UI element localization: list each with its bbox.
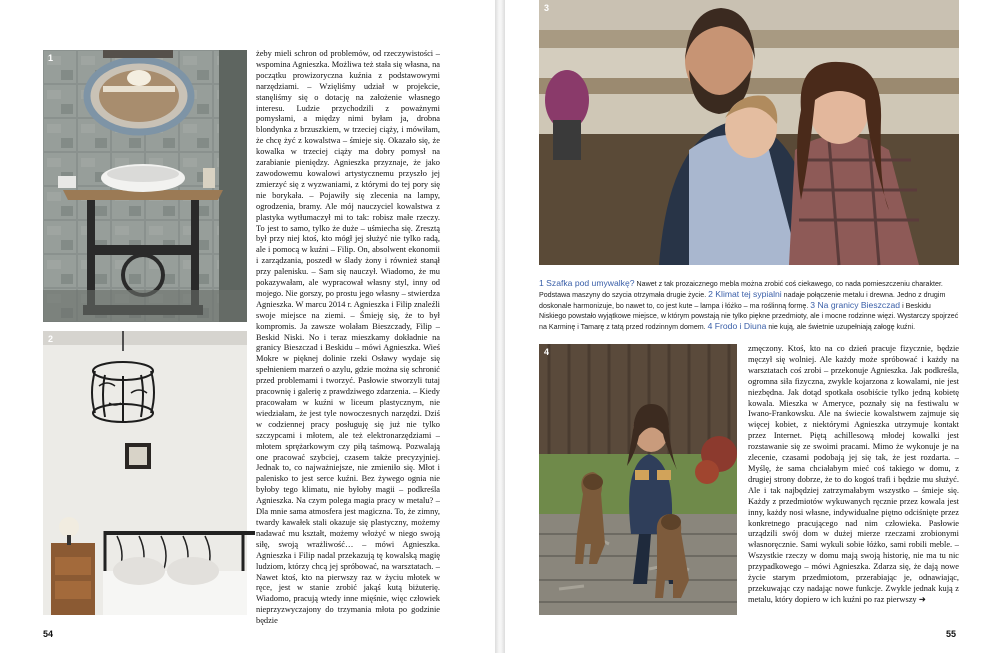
- caption-2-text: nadaje połączenie metalu i drewna. Jedno z drugim doskonale harmonizuje, bo nawet to, co jest kute – lampa i łóżko – ma roślinną formę.: [539, 290, 946, 310]
- photo-number: 2: [48, 334, 54, 344]
- caption-1-highlight: 1 Szafka pod umywalkę?: [539, 278, 635, 288]
- bedroom-illustration: [43, 331, 247, 615]
- caption-3-text: i Beskidu Niskiego powstało wyjątkowe miejsce, w którym powstają nie tylko piękne przedmioty, ale i mocne rodzinne więzi. Wystarczy spojrzeć na Karminę i Tamarę z tatą przed rodzinnym domem.: [539, 301, 959, 331]
- caption-4-text: nie kują, ale świetnie uzupełniają załogę kuźni.: [766, 322, 916, 331]
- caption-3-highlight: 3 Na granicy Bieszczad: [810, 299, 901, 310]
- right-page: [505, 0, 1000, 653]
- family-portrait-illustration: [539, 0, 959, 265]
- photo-2-bedroom: [43, 331, 247, 615]
- photo-1-bathroom: [43, 50, 247, 322]
- page-number-left: 54: [43, 629, 54, 639]
- caption-2-highlight: 2 Klimat tej sypialni: [708, 288, 782, 299]
- bathroom-illustration: [43, 50, 247, 322]
- photo-number: 4: [544, 347, 550, 357]
- page-number-right: 55: [946, 629, 957, 639]
- caption-4-highlight: 4 Frodo i Diuna: [707, 320, 767, 331]
- photo-4-dogs: [539, 344, 737, 615]
- photo-number: 1: [48, 53, 54, 63]
- body-text-column-left: [256, 49, 440, 626]
- caption-1-text: Nawet z tak prozaicznego mebla można zrobić coś ciekawego, co nada pomieszczeniu charakter. Podstawa maszyny do szycia otrzymała drugie życie.: [539, 280, 943, 299]
- article-paragraph: żeby mieli schron od problemów, od rzeczywistości – wspomina Agnieszka. Możliwa też stała się własna, na początku prowizoryczna kuźnia z podstawowymi narzędziami. – Wzięliśmy udział w projekcie, stanęliśmy się o dotację na założenie własnego interesu. Ludzie przychodzili z poważnymi pomysłami, a między nimi byłam ja, drobna blondynka z brzuszkiem, w trzeciej ciąży, i mówiłam, że chcę żyć z kowalstwa – śmieje się. Okazało się, że kowalka w trzeciej ciąży ma dobry pomysł na zarabianie pieniędzy. Agnieszka przyznaje, że jako zawodowemu kowalowi artystycznemu przyszło jej zmierzyć się z wyzwaniami, z którymi do tej pory się nie borykała. – Pojawiły się zlecenia na lampy, ogrodzenia, bramy. Ale mój nauczyciel kowalstwa z plastyka wytłumaczył mi to tak: robisz małe rzeczy. To jest to samo, tylko że duże – uśmiecha się. Zresztą był przy niej ktoś, kto mógł jej służyć nie tylko radą, ale i pomocą w kuźni – Filip. On, absolwent ekonomii i zarządzania, poszedł w ślady żony i również stanął przy palenisku. – Sam się nauczył. Wiadomo, że mu pokazywałam, ale wypracował własny styl, inny od mojego. Nie gorszy, po prostu jego własny – stwierdza Agnieszka. W marcu 2014 r. Agnieszka i Filip znaleźli swoje miejsce na ziemi. – Śmieję się, że to był kompromis. Ja zawsze wolałam Bieszczady, Filip – Beskid Niski. No i teraz mieszkamy dokładnie na granicy Bieszczad i Beskidu – mówi Agnieszka. Wieś Mokre w pięknej dolinie rzeki Osławy wydaje się spełnieniem marzeń o azylu, gdzie można się schronić przed problemami i tworzyć. Pasłowie stworzyli tutaj pracownię i galerię z prawdziwego zdarzenia. – Kiedy pracowałam w kuźni w liceum plastycznym, nie wiedziałam, że jest tyle nowoczesnych narzędzi. Dziś w codziennej pracy posługuję się już nie tylko szczypcami i młotem, ale też elektronarzędziami – młotem sprężarkowym czy piłą taśmową. Pozwalają one pracować szybciej, czasem także precyzyjniej. Jednak to, co najważniejsze, nie zmieniło się. Młot i palenisko to jest serce kuźni. Bez żywego ognia nie byłoby tego klimatu, nie byłoby magii – podkreśla Agnieszka. Na czym polega magia pracy w metalu? – Dla mnie sama atmosfera jest magiczna. To, że zimny, twardy kawałek stali okazuje się plastyczny, możemy nadawać mu kształt, możemy włożyć w niego swoją siłę, swoją wrażliwość… – mówi Agnieszka. Agnieszka i Filip nadal przekazują tę kowalską magię ludziom, którzy chcą jej spróbować, na warsztatach. – Nawet ktoś, kto na pierwszy raz w życiu młotek w ręce, jest w stanie zrobić jakąś kutą biżuterię. Wiadomo, pracują wtedy inne mięśnie, więc człowiek nieprzyzwyczajony do trzymania młota po godzinie będzie: [256, 49, 440, 626]
- left-page: [0, 0, 495, 653]
- article-paragraph: zmęczony. Ktoś, kto na co dzień pracuje fizycznie, będzie męczył się wolniej. Ale każdy może spróbować i każdy na warsztatach coś zrobi – przekonuje Agnieszka. Jak podkreśla, ogromna siła fizyczna, zwykle kojarzona z kowalami, nie jest niezbędna. Jak dotąd spotkała osobiście tylko jedną kobietę kowala. Mieszka w Ameryce, poznały się na festiwalu w Iwano-Frankowsku. Ale na świecie kowalstwem zajmuje się więcej kobiet, z niektórymi Agnieszka utrzymuje kontakt przez Internet. Piętą achillesową młodej kowalki jest rozstawanie się ze swoimi pracami. Mimo że wykonuje je na zlecenie, czasami podobają jej się tak, że jest rozdarta. – Myślę, że sama chciałabym mieć coś takiego w domu, z drugiej strony dobrze, że to do kogoś trafi i będzie mu służyć. Ale i tak najbędziej zatrzymałabym wszystko – śmieje się. Każdy z przedmiotów wykuwanych ręcznie przez kowala jest inny, każdy nosi własne, indywidualne piętno odciśnięte przez konkretnego pracującego nad nim człowieka. Pasłowie urządzili swój dom w dużej mierze rzeczami zrobionymi własnoręcznie. Sami wykuli sobie łóżko, sami robili meble. – Wszystkie rzeczy w domu mają swoją historię, nie ma tu nic przypadkowego – mówi Agnieszka. Zdarza się, że dają nowe życie starym przedmiotom, przerabiając je, odnawiając, przekuwając czy nadając nowe funkcje. Zwykle jednak kują z metalu, który dopiero w ich kuźni po raz pierwszy ➜: [748, 344, 959, 604]
- body-text-column-right: [748, 344, 959, 616]
- photo-number: 3: [544, 3, 550, 13]
- photo-3-family: [539, 0, 959, 265]
- man-with-dogs-illustration: [539, 344, 737, 615]
- photo-captions: [539, 279, 959, 333]
- page-gutter: [495, 0, 505, 653]
